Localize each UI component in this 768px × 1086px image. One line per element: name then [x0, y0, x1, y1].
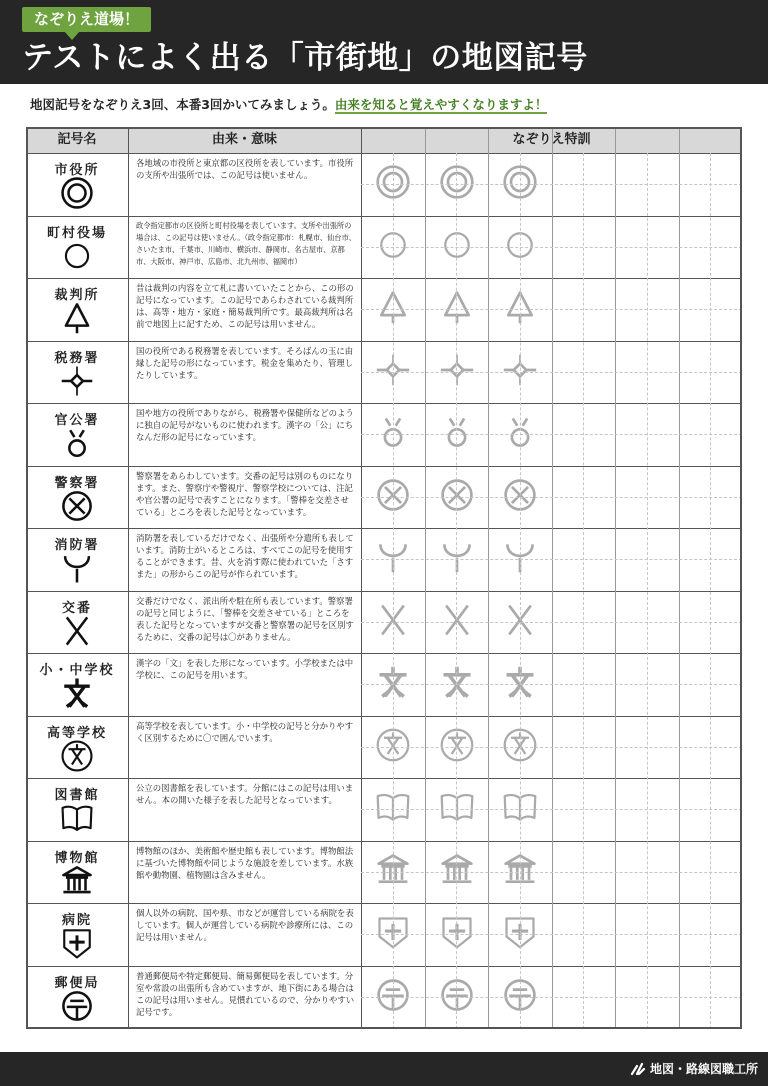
symbol-name: 病院: [61, 913, 92, 928]
symbol-name: 警察署: [54, 475, 100, 491]
symbol-description: 博物館のほか、美術館や歴史館も表しています。博物館法に基づいた博物館や同じような施設を差しています。水族館や動物園、植物園は含みません。: [136, 845, 354, 880]
symbol-name: 官公署: [54, 413, 100, 428]
symbol-description: 昔は裁判の内容を立て札に書いていたことから、この形の記号になっています。この記号であらわされている裁判所は、高等・地方・家庭・簡易裁判所です。最高裁判所は名前で地図上に記すため、この記号は用いません。: [136, 283, 354, 329]
symbol-description: 政令指定都市の区役所と町村役場を表しています。支所や出張所の場合は、この記号は使いません。（政令指定都市：札幌市、仙台市、さいたま市、千葉市、川崎市、横浜市、静岡市、名古屋市、京都市、大阪市、神戸市、広島市、北九州市、福岡市）: [136, 220, 356, 266]
symbol-name: 税務署: [54, 350, 100, 366]
footer-bar: [0, 1052, 768, 1086]
symbol-description: 高等学校を表しています。小・中学校の記号と分かりやすく区別するために〇で囲んでいます。: [136, 720, 354, 743]
symbol-description: 警察署をあらわしています。交番の記号は別のものになります。また、警察庁や警視庁、警察学校については、注記や官公署の記号で表すことになります。「警棒を交差させている」ところを表した記号となっています。: [136, 470, 354, 517]
instruction-main: 地図記号をなぞりえ3回、本番3回かいてみましょう。: [30, 97, 335, 112]
header-bar: [0, 0, 768, 84]
symbol-description: 各地域の市役所と東京都の区役所を表しています。市役所の支所や出張所では、この記号は使いません。: [136, 158, 354, 180]
column-header-practice: なぞりえ特訓: [512, 132, 591, 147]
symbol-description: 国の役所である税務署を表しています。そろばんの玉に由縁した記号の形になっています。税金を集めたり、管理したりしています。: [136, 345, 354, 380]
symbol-name: 交番: [61, 600, 92, 616]
symbol-description: 公立の図書館を表しています。分館にはこの記号は用いません。本の開いた様子を表した記号となっています。: [136, 783, 354, 805]
symbol-name: 裁判所: [54, 288, 100, 303]
instruction-text: [30, 96, 547, 114]
table-frame: [26, 127, 742, 1029]
symbol-description: 漢字の「文」を表した形になっています。小学校または中学校に、この記号を用います。: [136, 658, 354, 680]
symbol-name: 郵便局: [54, 975, 100, 991]
symbol-description: 交番だけでなく、派出所や駐在所も表しています。警察署の記号と同じように、「警棒を交差させている」ところを表した記号となっていますが交番と警察署の記号を区別するために、交番の記号は〇がありません。: [136, 595, 354, 642]
symbol-description: 個人以外の病院、国や県、市などが運営している病院を表しています。個人が運営している病院や診療所には、この記号は用いません。: [136, 908, 354, 942]
symbol-name: 高等学校: [46, 725, 107, 741]
symbol-name: 博物館: [54, 850, 100, 866]
footer-brand: 地図・路線図職工所: [650, 1062, 759, 1076]
page-title: テストによく出る「市街地」の地図記号: [22, 40, 588, 76]
column-header-name: 記号名: [57, 132, 97, 147]
symbol-name: 図書館: [54, 788, 100, 803]
brand-logo-icon: [630, 1061, 646, 1077]
symbol-name: 消防署: [54, 538, 100, 553]
symbol-table: [26, 127, 742, 1029]
column-header-meaning: 由来・意味: [211, 132, 277, 147]
symbol-description: 消防署を表しているだけでなく、出張所や分遣所も表しています。消防士がいるところは、すべてこの記号を使用することができます。昔、火を消す際に使われていた「さすまた」の形からこの記号が作られています。: [136, 533, 354, 579]
instruction-highlight: 由来を知ると覚えやすくなりますよ！: [334, 97, 548, 112]
symbol-description: 普通郵便局や特定郵便局、簡易郵便局を表しています。分室や常設の出張所も含めていますが、地下街にある場合はこの記号は用いません。見慣れているので、分かりやすい記号です。: [136, 970, 355, 1017]
symbol-name: 小・中学校: [39, 663, 115, 678]
title-badge: なぞりえ道場！: [22, 7, 151, 32]
symbol-description: 国や地方の役所でありながら、税務署や保健所などのように独自の記号がないものに使われます。漢字の「公」にちなんだ形の記号になっています。: [136, 408, 354, 442]
symbol-name: 町村役場: [46, 225, 107, 241]
symbol-name: 市役所: [54, 163, 100, 178]
